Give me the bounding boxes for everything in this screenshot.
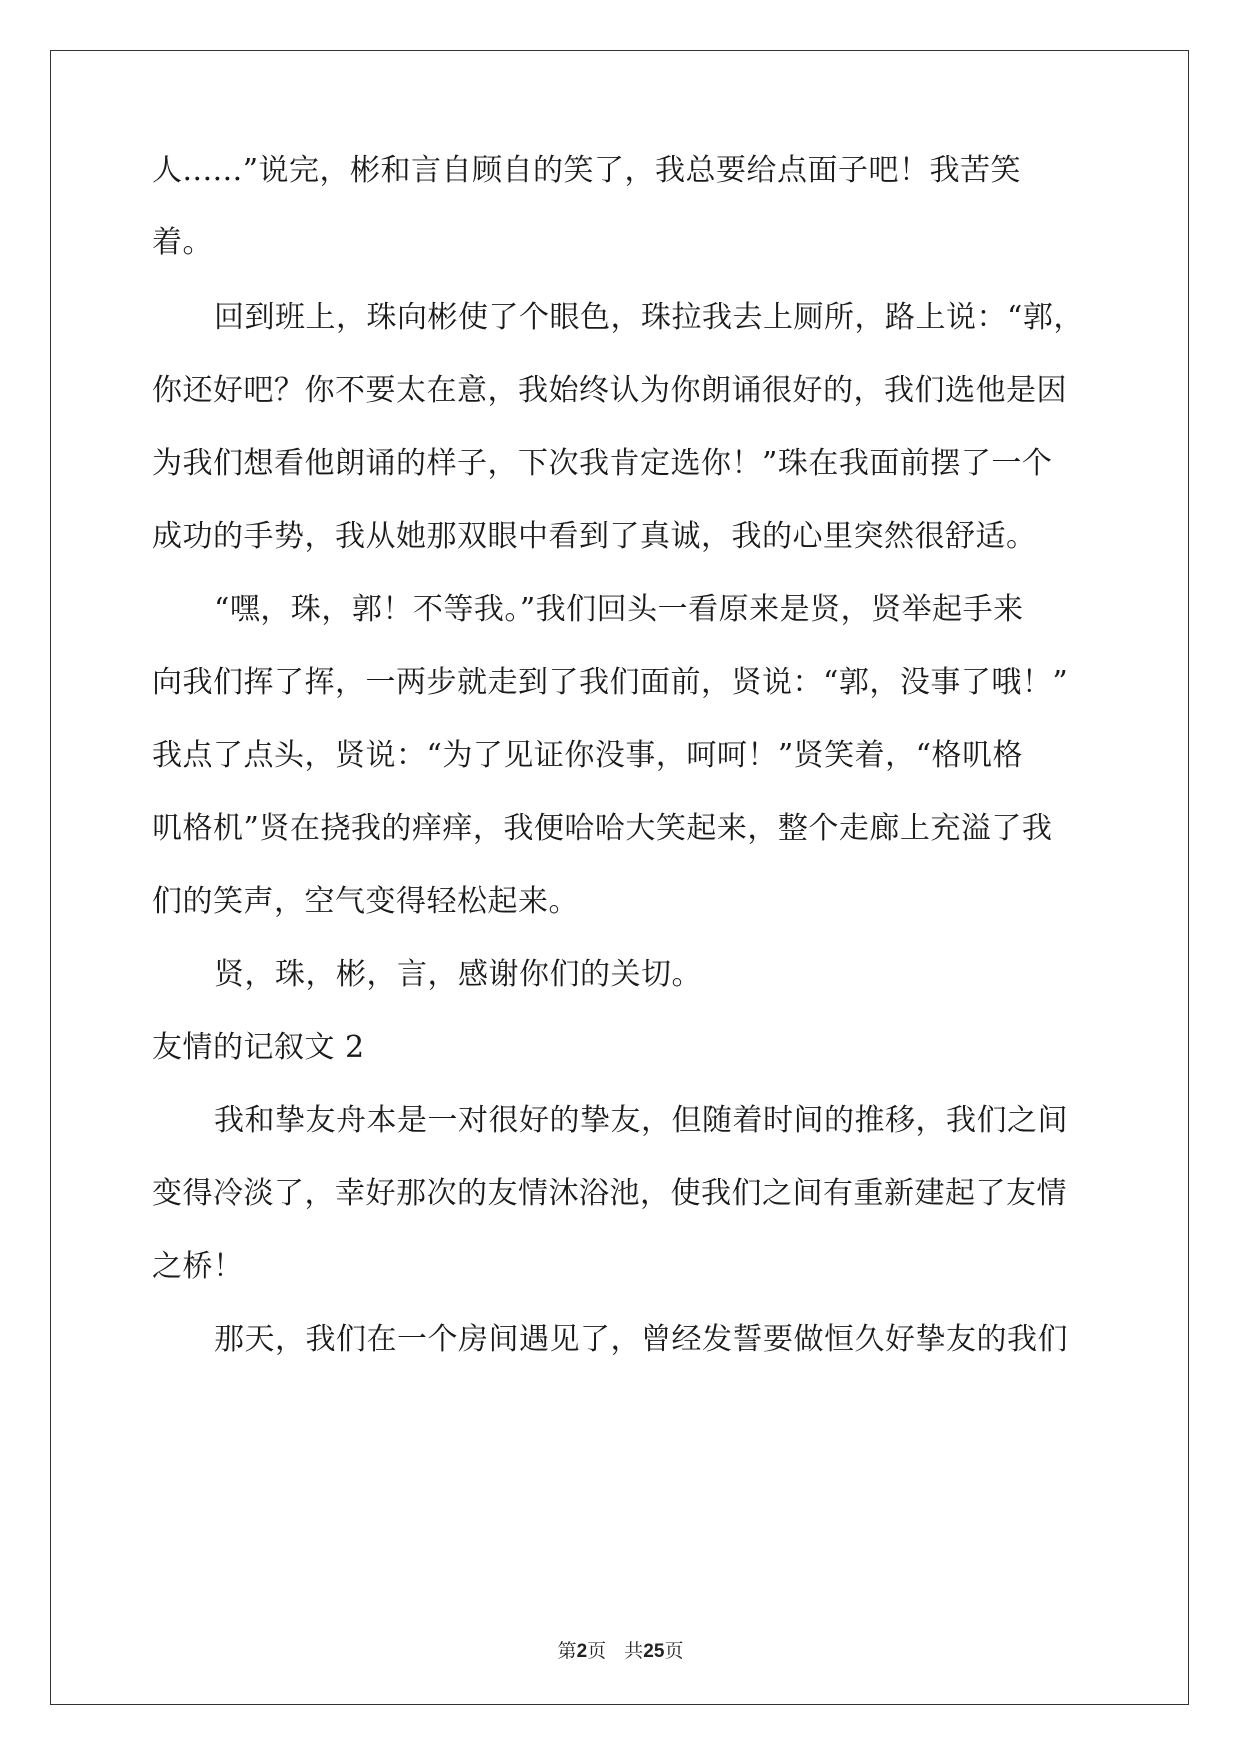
text-line: 向我们挥了挥，一两步就走到了我们面前，贤说：“郭，没事了哦！”	[152, 665, 1069, 700]
text-line: 贤，珠，彬，言，感谢你们的关切。	[214, 957, 702, 992]
page-number: 2	[576, 1641, 588, 1662]
footer-total-suffix: 页	[664, 1640, 684, 1662]
text-line: 着。	[152, 225, 213, 260]
text-line: 叽格机”贤在挠我的痒痒，我便哈哈大笑起来，整个走廊上充溢了我	[152, 811, 1053, 846]
text-line: 人......”说完，彬和言自顾自的笑了，我总要给点面子吧！我苦笑	[152, 153, 1022, 188]
text-line: 成功的手势，我从她那双眼中看到了真诚，我的心里突然很舒适。	[152, 519, 1037, 554]
text-line: 之桥！	[152, 1249, 244, 1284]
text-line: 为我们想看他朗诵的样子，下次我肯定选你！”珠在我面前摆了一个	[152, 446, 1053, 481]
total-pages: 25	[643, 1641, 665, 1662]
text-line: 们的笑声，空气变得轻松起来。	[152, 884, 579, 919]
text-line: 我点了点头，贤说：“为了见证你没事，呵呵！”贤笑着，“格叽格	[152, 738, 1024, 773]
page-footer	[0, 1636, 1241, 1663]
text-line: 变得冷淡了，幸好那次的友情沐浴池，使我们之间有重新建起了友情	[152, 1176, 1067, 1211]
text-line: “嘿，珠，郭！不等我。”我们回头一看原来是贤，贤举起手来	[214, 592, 1024, 627]
text-line: 我和挚友舟本是一对很好的挚友，但随着时间的推移，我们之间	[214, 1103, 1068, 1138]
text-line: 那天，我们在一个房间遇见了，曾经发誓要做恒久好挚友的我们	[214, 1322, 1068, 1357]
footer-prefix: 第	[557, 1640, 577, 1662]
section-heading: 友情的记叙文 2	[152, 1030, 365, 1065]
footer-page-suffix: 页	[587, 1640, 607, 1662]
text-line: 你还好吧？你不要太在意，我始终认为你朗诵很好的，我们选他是因	[152, 373, 1067, 408]
footer-total-prefix: 共	[624, 1640, 644, 1662]
text-line: 回到班上，珠向彬使了个眼色，珠拉我去上厕所，路上说：“郭，	[214, 300, 1084, 335]
